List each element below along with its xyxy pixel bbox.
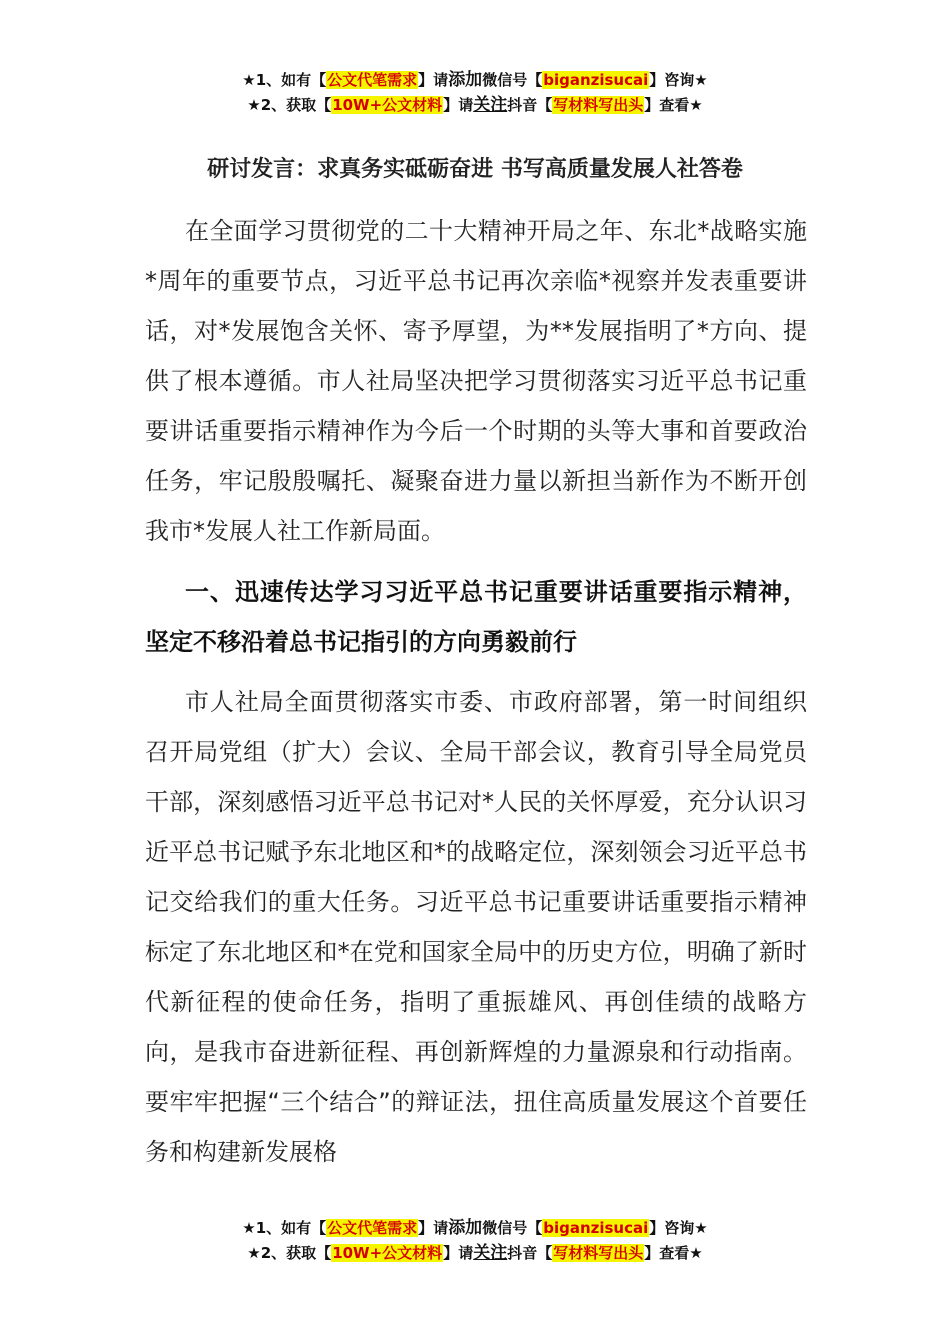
- banner-text: ★2、获取【: [247, 96, 332, 114]
- banner-text: 】查看★: [644, 96, 703, 114]
- banner-line-1: [0, 68, 950, 93]
- banner-text: 】请: [443, 96, 474, 114]
- highlight-text: 写材料写出头: [553, 96, 644, 114]
- paragraph-text: 在全面学习贯彻党的二十大精神开局之年、东北*战略实施*周年的重要节点，习近平总书记再次亲临*视察并发表重要讲话，对*发展饱含关怀、寄予厚望，为**发展指明了*方向、提供了根本遵循。市人社局坚决把学习贯彻落实习近平总书记重要讲话重要指示精神作为今后一个时期的头等大事和首要政治任务，牢记殷殷嘱托、凝聚奋进力量以新担当新作为不断开创我市*发展人社工作新局面。: [145, 217, 807, 545]
- banner-line-1: [0, 1216, 950, 1241]
- footer-banner: [0, 1216, 950, 1266]
- heading-text: 一、迅速传达学习习近平总书记重要讲话重要指示精神，坚定不移沿着总书记指引的方向勇毅前行: [145, 578, 807, 656]
- highlight-text: biganzisucai: [543, 1219, 649, 1237]
- banner-text: 添加: [448, 70, 483, 90]
- highlight-text: 公文代笔需求: [327, 71, 418, 89]
- banner-text: 抖音【: [507, 96, 553, 114]
- banner-text: ★2、获取【: [247, 1244, 332, 1262]
- banner-text: 】咨询★: [649, 1219, 708, 1237]
- paragraph-text: 市人社局全面贯彻落实市委、市政府部署，第一时间组织召开局党组（扩大）会议、全局干部会议，教育引导全局党员干部，深刻感悟习近平总书记对*人民的关怀厚爱，充分认识习近平总书记赋予东北地区和*的战略定位，深刻领会习近平总书记交给我们的重大任务。习近平总书记重要讲话重要指示精神标定了东北地区和*在党和国家全局中的历史方位，明确了新时代新征程的使命任务，指明了重振雄风、再创佳绩的战略方向，是我市奋进新征程、再创新辉煌的力量源泉和行动指南。要牢牢把握“三个结合”的辩证法，扭住高质量发展这个首要任务和构建新发展格: [145, 688, 807, 1166]
- banner-line-2: [0, 93, 950, 118]
- banner-text: 微信号【: [482, 1219, 543, 1237]
- banner-text: 】查看★: [644, 1244, 703, 1262]
- highlight-text: 写材料写出头: [553, 1244, 644, 1262]
- body-paragraph-2: [145, 677, 807, 1177]
- banner-text: 微信号【: [482, 71, 543, 89]
- banner-text: 】请: [418, 71, 449, 89]
- banner-text: ★1、如有【: [242, 1219, 327, 1237]
- banner-text: ★1、如有【: [242, 71, 327, 89]
- body-paragraph-1: [145, 206, 807, 556]
- highlight-text: 公文代笔需求: [327, 1219, 418, 1237]
- header-banner: [0, 68, 950, 118]
- banner-line-2: [0, 1241, 950, 1266]
- highlight-text: biganzisucai: [543, 71, 649, 89]
- banner-text: 关注: [473, 1243, 508, 1263]
- banner-text: 】咨询★: [649, 71, 708, 89]
- highlight-text: 10W+公文材料: [332, 1244, 443, 1262]
- document-title: 研讨发言：求真务实砥砺奋进 书写高质量发展人社答卷: [207, 157, 743, 182]
- banner-text: 抖音【: [507, 1244, 553, 1262]
- banner-text: 添加: [448, 1218, 483, 1238]
- banner-text: 关注: [473, 95, 508, 115]
- banner-text: 】请: [443, 1244, 474, 1262]
- banner-text: 】请: [418, 1219, 449, 1237]
- highlight-text: 10W+公文材料: [332, 96, 443, 114]
- section-heading-1: [145, 567, 807, 667]
